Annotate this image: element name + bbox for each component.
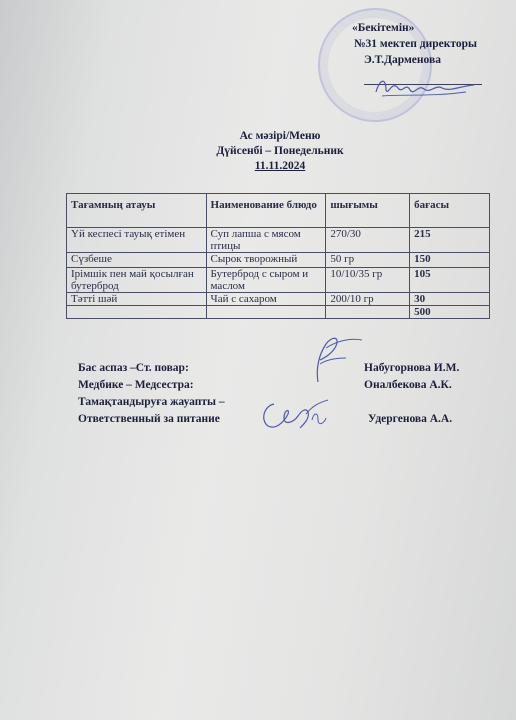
- dish-kz: Тәтті шәй: [67, 293, 207, 306]
- director-signature: [370, 70, 480, 104]
- signer-row: [78, 394, 498, 411]
- dish-kz: Ірімшік пен май қосылған бутерброд: [67, 268, 207, 293]
- total-empty-cell: [67, 306, 207, 319]
- total-price: 500: [410, 306, 490, 319]
- dish-ru: Суп лапша с мясом птицы: [206, 228, 326, 253]
- dish-kz: Сүзбеше: [67, 253, 207, 268]
- dish-yield: 200/10 гр: [326, 293, 410, 306]
- table-header-row: [67, 194, 490, 228]
- signer-row: [78, 360, 498, 377]
- total-empty-cell: [326, 306, 410, 319]
- dish-yield: 10/10/35 гр: [326, 268, 410, 293]
- menu-date: 11.11.2024: [254, 160, 306, 172]
- table-row: [67, 228, 490, 253]
- header-dish-ru: Наименование блюдо: [206, 194, 326, 228]
- dish-price: 215: [410, 228, 490, 253]
- signer-role: Медбике – Медсестра:: [78, 379, 194, 391]
- signer-role: Тамақтандыруға жауапты –: [78, 396, 225, 408]
- signer-role: Бас аспаз –Ст. повар:: [78, 362, 189, 374]
- menu-title: Ас мәзірі/Меню: [239, 130, 321, 142]
- approval-name: Э.Т.Дарменова: [364, 54, 441, 66]
- dish-yield: 50 гр: [326, 253, 410, 268]
- dish-ru: Бутерброд с сыром и маслом: [206, 268, 326, 293]
- menu-day: Дүйсенбі – Понедельник: [216, 145, 344, 157]
- table-row: [67, 268, 490, 293]
- dish-kz: Үй кеспесі тауық етімен: [67, 228, 207, 253]
- signer-name: Набугорнова И.М.: [364, 362, 460, 374]
- dish-price: 150: [410, 253, 490, 268]
- signer-role: Ответственный за питание: [78, 413, 220, 425]
- signer-row: [78, 411, 498, 428]
- dish-yield: 270/30: [326, 228, 410, 253]
- signers-block: [78, 360, 498, 428]
- header-dish-kz: Тағамның атауы: [67, 194, 207, 228]
- table-row: [67, 293, 490, 306]
- table-total-row: [67, 306, 490, 319]
- dish-price: 105: [410, 268, 490, 293]
- dish-ru: Чай с сахаром: [206, 293, 326, 306]
- approval-position: №31 мектеп директоры: [354, 38, 477, 50]
- menu-heading: [0, 129, 516, 174]
- signer-name: Оналбекова А.К.: [364, 379, 452, 391]
- table-row: [67, 253, 490, 268]
- signer-row: [78, 377, 498, 394]
- header-yield: шығымы: [326, 194, 410, 228]
- signer-name: Удергенова А.А.: [368, 413, 453, 425]
- dish-ru: Сырок творожный: [206, 253, 326, 268]
- dish-price: 30: [410, 293, 490, 306]
- total-empty-cell: [206, 306, 326, 319]
- header-price: бағасы: [410, 194, 490, 228]
- menu-table: [66, 193, 490, 319]
- approval-title: «Бекітемін»: [352, 22, 415, 34]
